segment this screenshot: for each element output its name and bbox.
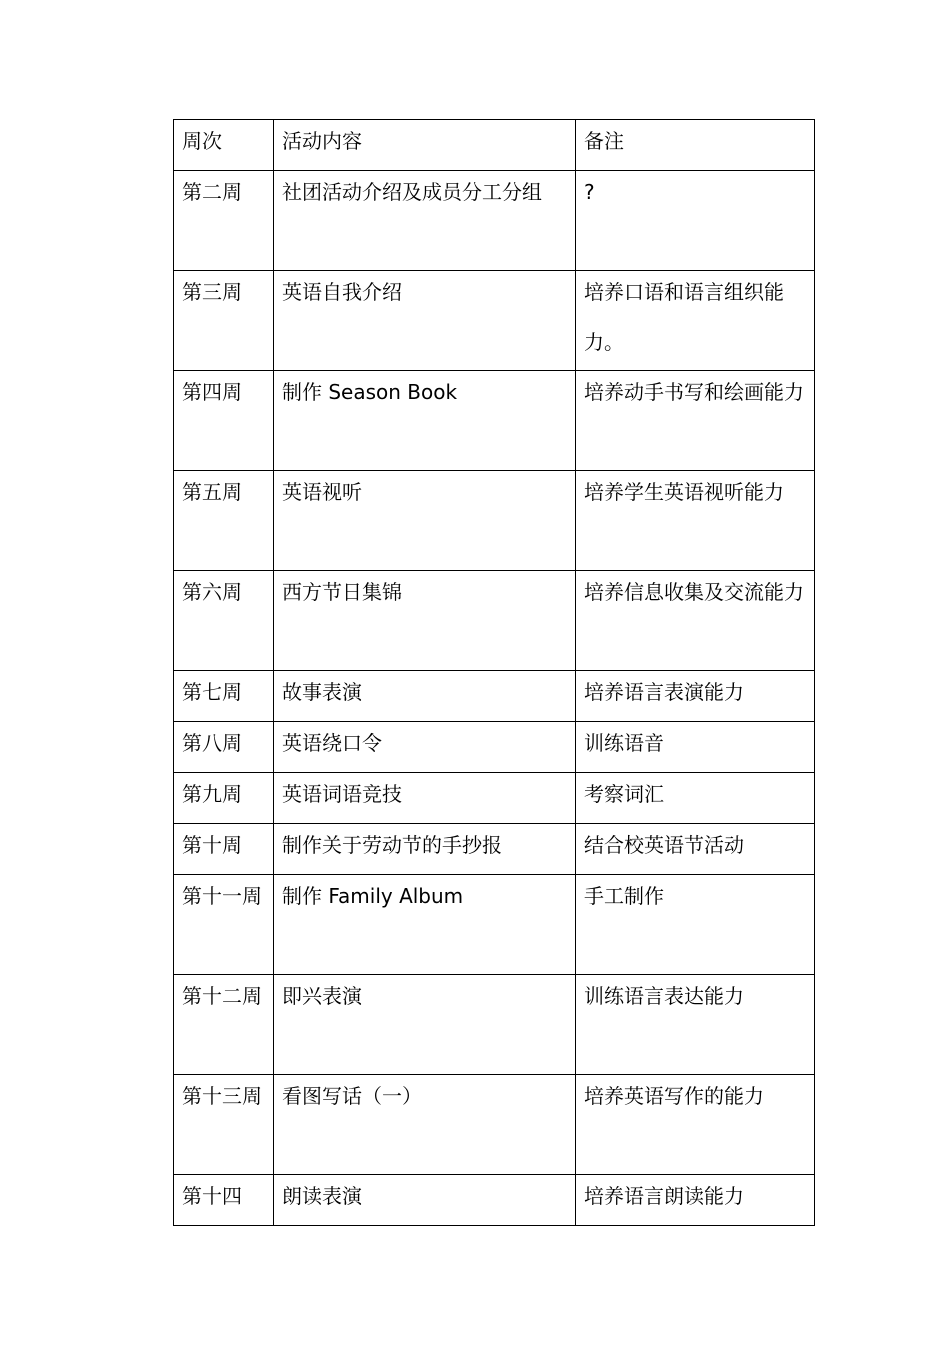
note-cell xyxy=(576,471,815,571)
week-cell xyxy=(174,722,274,773)
activity-text: 故事表演 xyxy=(282,680,362,704)
note-text: 培养语言表演能力 xyxy=(584,680,744,704)
note-text: 培养信息收集及交流能力 xyxy=(584,580,804,604)
week-cell xyxy=(174,371,274,471)
week-text: 第十三周 xyxy=(182,1084,262,1108)
note-cell xyxy=(576,571,815,671)
header-note: 备注 xyxy=(584,129,624,153)
table-row xyxy=(174,1175,815,1226)
activity-text: 制作 Season Book xyxy=(282,380,458,404)
week-text: 第九周 xyxy=(182,782,242,806)
note-text: 培养语言朗读能力 xyxy=(584,1184,744,1208)
week-text: 第十一周 xyxy=(182,884,262,908)
activity-cell xyxy=(274,471,576,571)
week-text: 第十二周 xyxy=(182,984,262,1008)
activity-cell xyxy=(274,571,576,671)
note-cell xyxy=(576,1075,815,1175)
week-cell xyxy=(174,1075,274,1175)
activity-cell xyxy=(274,271,576,371)
note-text: 手工制作 xyxy=(584,884,664,908)
table-row xyxy=(174,773,815,824)
week-cell xyxy=(174,773,274,824)
note-cell xyxy=(576,722,815,773)
note-cell xyxy=(576,1175,815,1226)
table-row xyxy=(174,671,815,722)
note-cell xyxy=(576,271,815,371)
week-cell xyxy=(174,271,274,371)
activity-text: 制作关于劳动节的手抄报 xyxy=(282,833,502,857)
note-text: 培养口语和语言组织能力。 xyxy=(584,280,784,354)
header-activity: 活动内容 xyxy=(282,129,362,153)
activity-text: 看图写话（一） xyxy=(282,1084,422,1108)
note-text: ? xyxy=(584,180,595,204)
table-header-row xyxy=(174,120,815,171)
activity-cell xyxy=(274,773,576,824)
week-text: 第四周 xyxy=(182,380,242,404)
activity-text: 制作 Family Album xyxy=(282,884,464,908)
table-row xyxy=(174,571,815,671)
table-row xyxy=(174,875,815,975)
activity-cell xyxy=(274,371,576,471)
table-row xyxy=(174,471,815,571)
table-row xyxy=(174,824,815,875)
week-cell xyxy=(174,471,274,571)
table-row xyxy=(174,371,815,471)
week-text: 第七周 xyxy=(182,680,242,704)
week-text: 第十四 xyxy=(182,1184,242,1208)
note-cell xyxy=(576,171,815,271)
week-cell xyxy=(174,975,274,1075)
activity-cell xyxy=(274,1175,576,1226)
header-week: 周次 xyxy=(182,129,222,153)
note-text: 训练语音 xyxy=(584,731,664,755)
activity-text: 英语词语竞技 xyxy=(282,782,402,806)
table-row xyxy=(174,271,815,371)
activity-text: 英语绕口令 xyxy=(282,731,382,755)
table-row xyxy=(174,1075,815,1175)
activity-text: 西方节日集锦 xyxy=(282,580,402,604)
week-cell xyxy=(174,171,274,271)
table-row xyxy=(174,722,815,773)
activity-cell xyxy=(274,671,576,722)
week-text: 第六周 xyxy=(182,580,242,604)
week-text: 第八周 xyxy=(182,731,242,755)
note-cell xyxy=(576,824,815,875)
activity-cell xyxy=(274,875,576,975)
note-text: 训练语言表达能力 xyxy=(584,984,744,1008)
activity-cell xyxy=(274,1075,576,1175)
week-text: 第十周 xyxy=(182,833,242,857)
note-text: 考察词汇 xyxy=(584,782,664,806)
note-text: 培养英语写作的能力 xyxy=(584,1084,764,1108)
note-text: 培养动手书写和绘画能力 xyxy=(584,380,804,404)
week-text: 第三周 xyxy=(182,280,242,304)
week-cell xyxy=(174,1175,274,1226)
table-row xyxy=(174,975,815,1075)
week-text: 第二周 xyxy=(182,180,242,204)
activity-schedule-table xyxy=(173,119,815,1226)
table-row xyxy=(174,171,815,271)
activity-text: 英语视听 xyxy=(282,480,362,504)
week-cell xyxy=(174,671,274,722)
activity-text: 英语自我介绍 xyxy=(282,280,402,304)
note-text: 培养学生英语视听能力 xyxy=(584,480,784,504)
activity-text: 社团活动介绍及成员分工分组 xyxy=(282,180,542,204)
header-week-cell xyxy=(174,120,274,171)
note-cell xyxy=(576,671,815,722)
activity-text: 朗读表演 xyxy=(282,1184,362,1208)
header-activity-cell xyxy=(274,120,576,171)
header-note-cell xyxy=(576,120,815,171)
activity-cell xyxy=(274,722,576,773)
week-cell xyxy=(174,824,274,875)
note-cell xyxy=(576,773,815,824)
activity-cell xyxy=(274,171,576,271)
note-cell xyxy=(576,975,815,1075)
note-cell xyxy=(576,875,815,975)
activity-cell xyxy=(274,975,576,1075)
week-cell xyxy=(174,875,274,975)
activity-text: 即兴表演 xyxy=(282,984,362,1008)
week-text: 第五周 xyxy=(182,480,242,504)
week-cell xyxy=(174,571,274,671)
note-cell xyxy=(576,371,815,471)
activity-cell xyxy=(274,824,576,875)
note-text: 结合校英语节活动 xyxy=(584,833,744,857)
